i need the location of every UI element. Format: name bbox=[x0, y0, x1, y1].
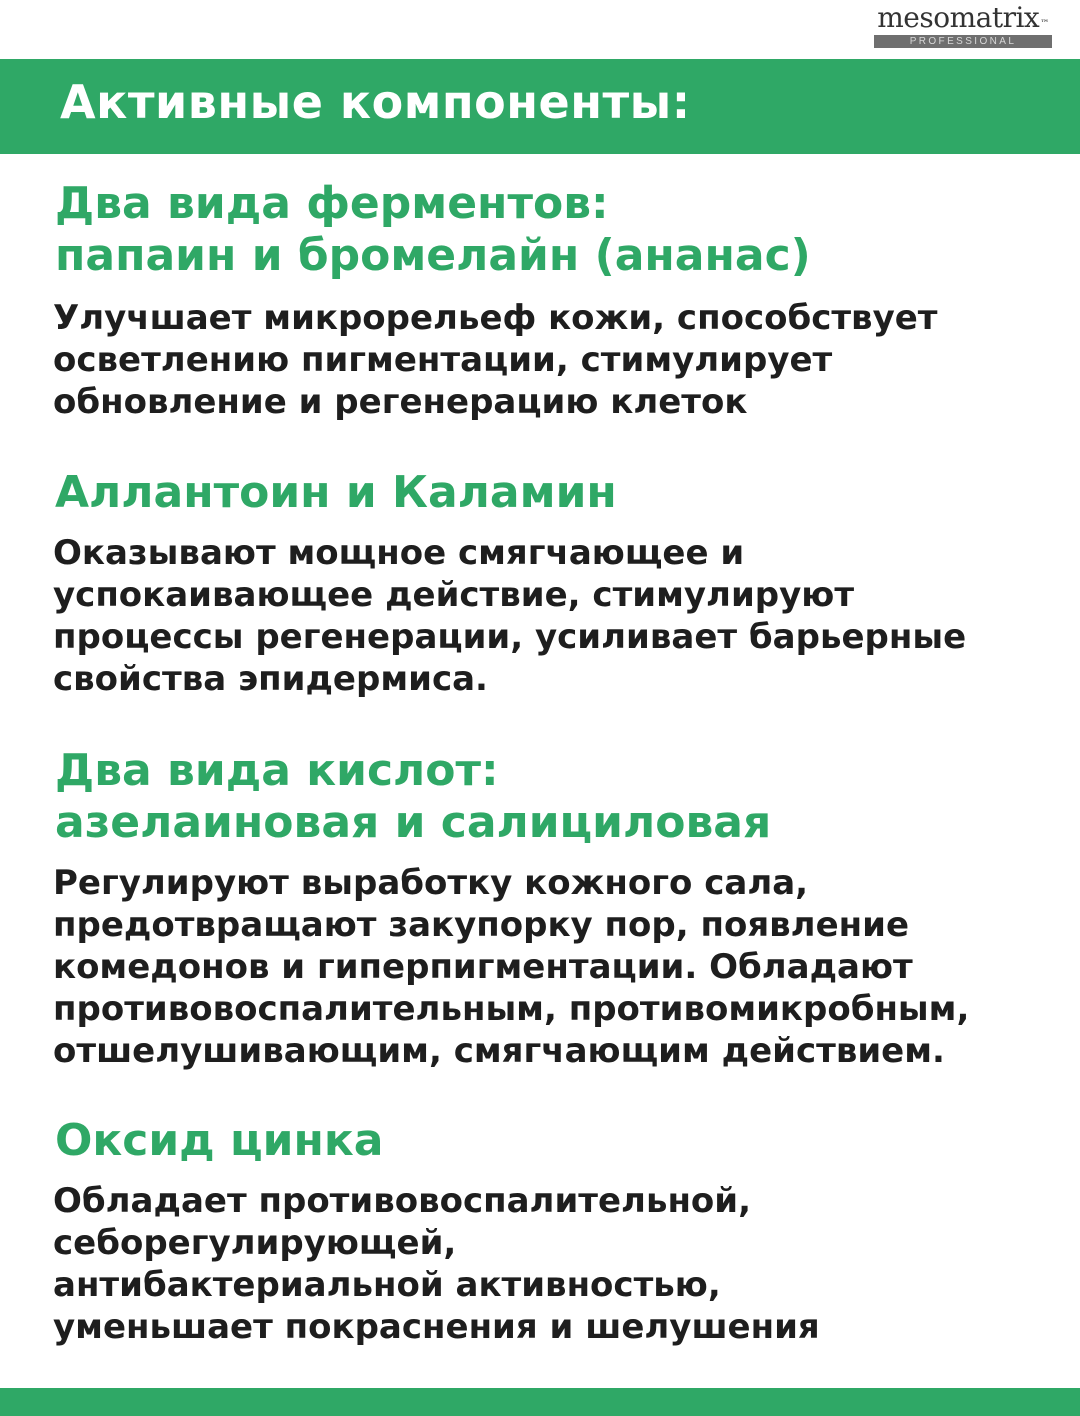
section-heading-line: Аллантоин и Каламин bbox=[55, 467, 617, 518]
trademark-mark: ™ bbox=[1040, 19, 1049, 29]
section-body-line: антибактериальной активностью, bbox=[53, 1265, 721, 1305]
section-body-line: Регулируют выработку кожного сала, bbox=[53, 863, 809, 903]
section-heading-line: Оксид цинка bbox=[55, 1115, 384, 1166]
brand-logo bbox=[874, 2, 1052, 48]
header-banner bbox=[0, 59, 1080, 154]
section-body-line: обновление и регенерацию клеток bbox=[53, 382, 748, 422]
page-title: Активные компоненты: bbox=[60, 75, 691, 129]
section-body-allantoin bbox=[53, 532, 966, 700]
section-body-zinc-oxide bbox=[53, 1180, 820, 1348]
section-body-line: себорегулирующей, bbox=[53, 1223, 457, 1263]
section-body-line: комедонов и гиперпигментации. Обладают bbox=[53, 947, 913, 987]
section-heading-line: папаин и бромелайн (ананас) bbox=[55, 230, 811, 281]
section-body-line: процессы регенерации, усиливает барьерные bbox=[53, 617, 967, 657]
section-heading-zinc-oxide bbox=[55, 1115, 383, 1167]
brand-name-text: mesomatrix bbox=[877, 1, 1040, 34]
section-body-line: успокаивающее действие, стимулируют bbox=[53, 575, 855, 615]
section-heading-line: Два вида кислот: bbox=[55, 745, 499, 796]
section-body-line: свойства эпидермиса. bbox=[53, 659, 488, 699]
section-body-line: уменьшает покраснения и шелушения bbox=[53, 1307, 820, 1347]
section-body-acids bbox=[53, 862, 969, 1072]
section-body-line: Улучшает микрорельеф кожи, способствует bbox=[53, 298, 938, 338]
section-body-line: Обладает противовоспалительной, bbox=[53, 1181, 752, 1221]
section-body-enzymes bbox=[53, 297, 938, 423]
section-body-line: отшелушивающим, смягчающим действием. bbox=[53, 1031, 945, 1071]
section-heading-acids bbox=[55, 745, 771, 849]
section-body-line: противовоспалительным, противомикробным, bbox=[53, 989, 970, 1029]
section-heading-line: азелаиновая и салициловая bbox=[55, 797, 772, 848]
section-body-line: осветлению пигментации, стимулирует bbox=[53, 340, 833, 380]
section-heading-enzymes bbox=[55, 178, 811, 282]
section-heading-line: Два вида ферментов: bbox=[55, 178, 609, 229]
section-body-line: предотвращают закупорку пор, появление bbox=[53, 905, 910, 945]
footer-band bbox=[0, 1388, 1080, 1416]
section-body-line: Оказывают мощное смягчающее и bbox=[53, 533, 745, 573]
brand-subtitle: PROFESSIONAL bbox=[874, 35, 1052, 48]
section-heading-allantoin bbox=[55, 467, 617, 519]
brand-name bbox=[874, 2, 1052, 34]
